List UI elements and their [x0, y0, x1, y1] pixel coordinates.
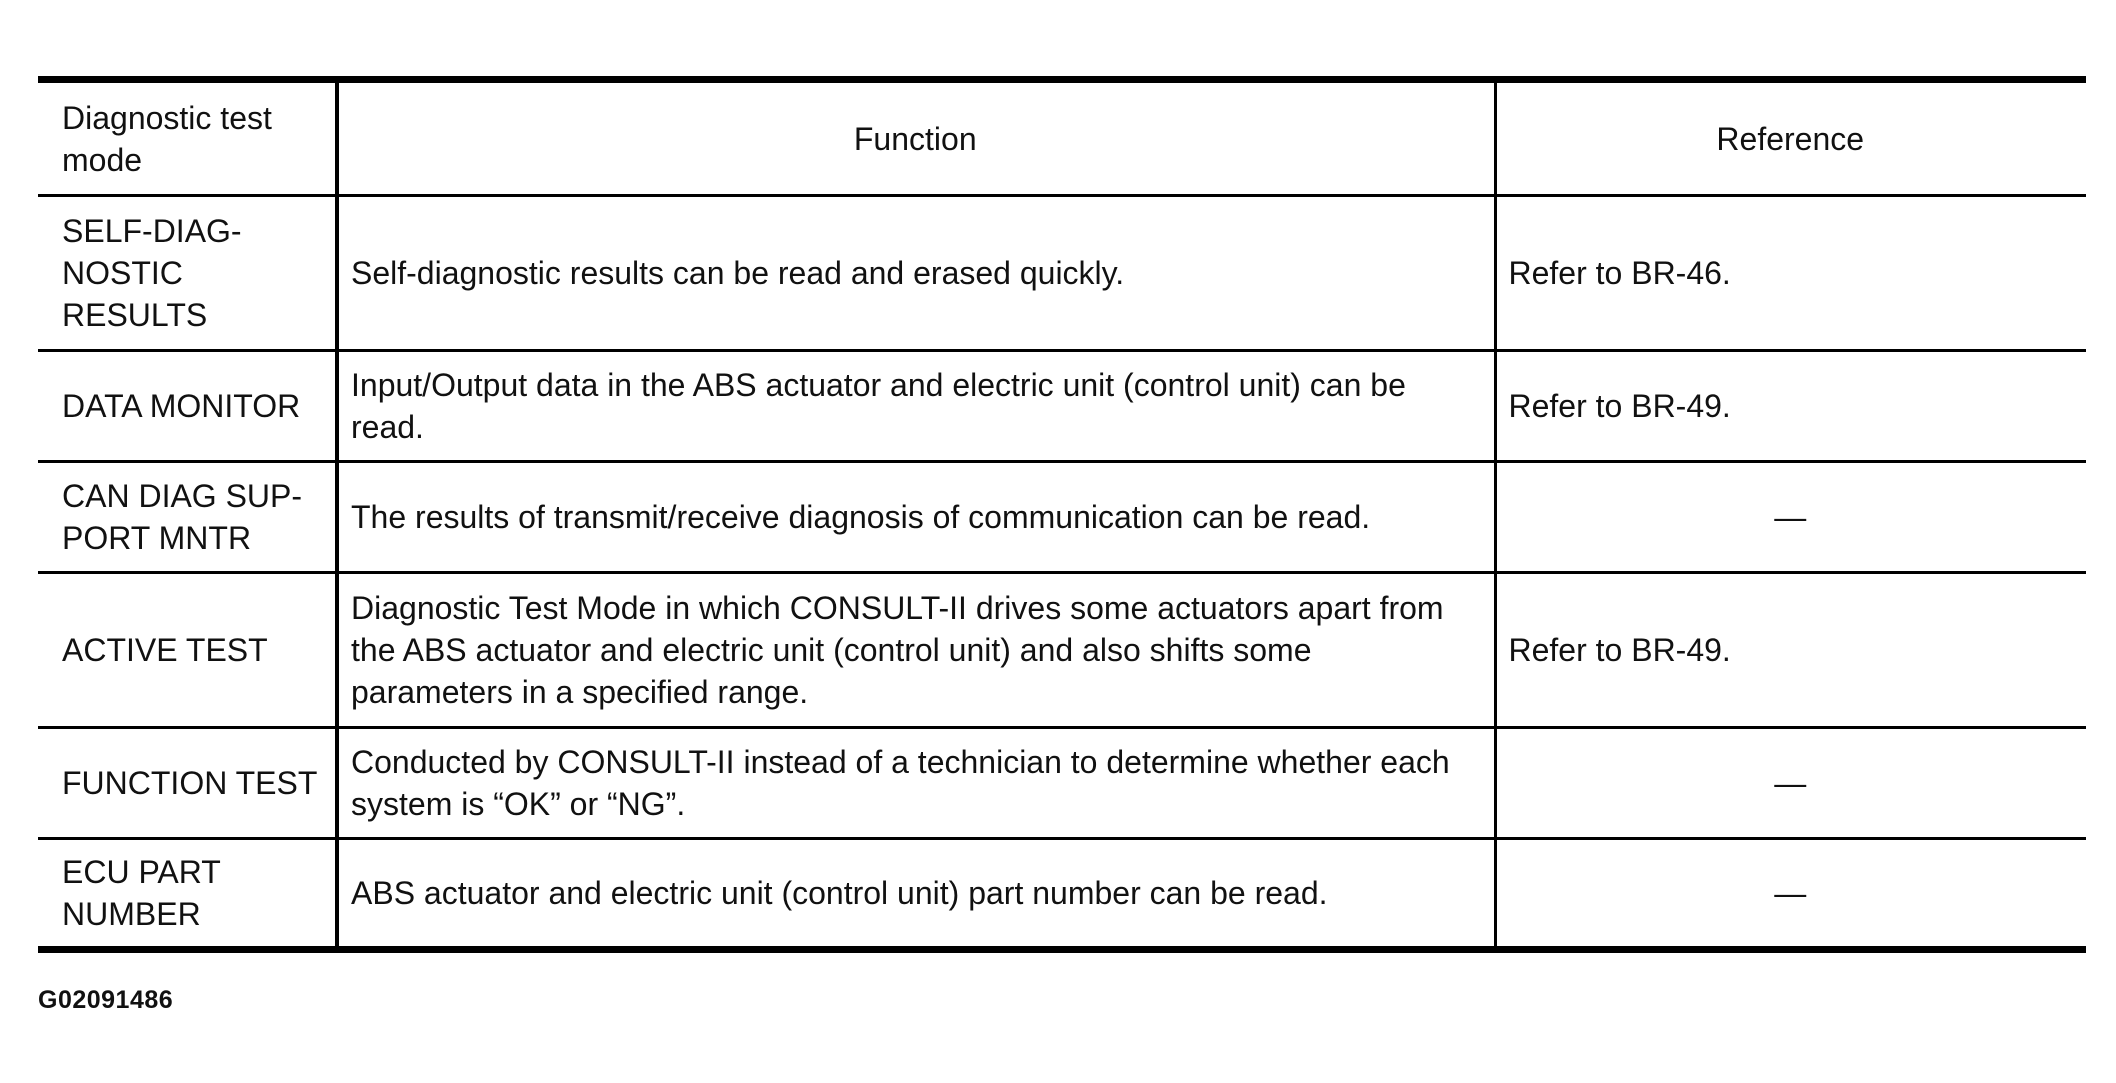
table-row	[38, 839, 2086, 950]
row-reference: —	[1495, 728, 2086, 839]
row-function: Self-diagnostic results can be read and erased quickly.	[337, 196, 1495, 351]
row-mode: ACTIVE TEST	[38, 573, 337, 728]
row-mode: CAN DIAG SUP-PORT MNTR	[38, 462, 337, 573]
row-mode: SELF-DIAG-NOSTIC RESULTS	[38, 196, 337, 351]
row-function: The results of transmit/receive diagnosis of communication can be read.	[337, 462, 1495, 573]
row-function: ABS actuator and electric unit (control unit) part number can be read.	[337, 839, 1495, 950]
row-reference: Refer to BR-46.	[1495, 196, 2086, 351]
row-reference: —	[1495, 462, 2086, 573]
table-row	[38, 462, 2086, 573]
row-function: Input/Output data in the ABS actuator and electric unit (control unit) can be read.	[337, 351, 1495, 462]
table-row	[38, 573, 2086, 728]
row-reference: Refer to BR-49.	[1495, 351, 2086, 462]
row-mode: DATA MONITOR	[38, 351, 337, 462]
table-row	[38, 728, 2086, 839]
table-header-row	[38, 80, 2086, 196]
row-function: Conducted by CONSULT-II instead of a technician to determine whether each system is “OK” or “NG”.	[337, 728, 1495, 839]
row-mode: ECU PART NUMBER	[38, 839, 337, 950]
header-mode: Diagnostic test mode	[38, 80, 337, 196]
row-mode: FUNCTION TEST	[38, 728, 337, 839]
header-reference: Reference	[1495, 80, 2086, 196]
diagnostic-mode-table	[38, 76, 2086, 953]
table-row	[38, 351, 2086, 462]
header-function: Function	[337, 80, 1495, 196]
figure-id: G02091486	[38, 986, 174, 1014]
table-row	[38, 196, 2086, 351]
row-function: Diagnostic Test Mode in which CONSULT-II drives some actuators apart from the ABS actuator and electric unit (control unit) and also shifts some parameters in a specified range.	[337, 573, 1495, 728]
row-reference: —	[1495, 839, 2086, 950]
row-reference: Refer to BR-49.	[1495, 573, 2086, 728]
